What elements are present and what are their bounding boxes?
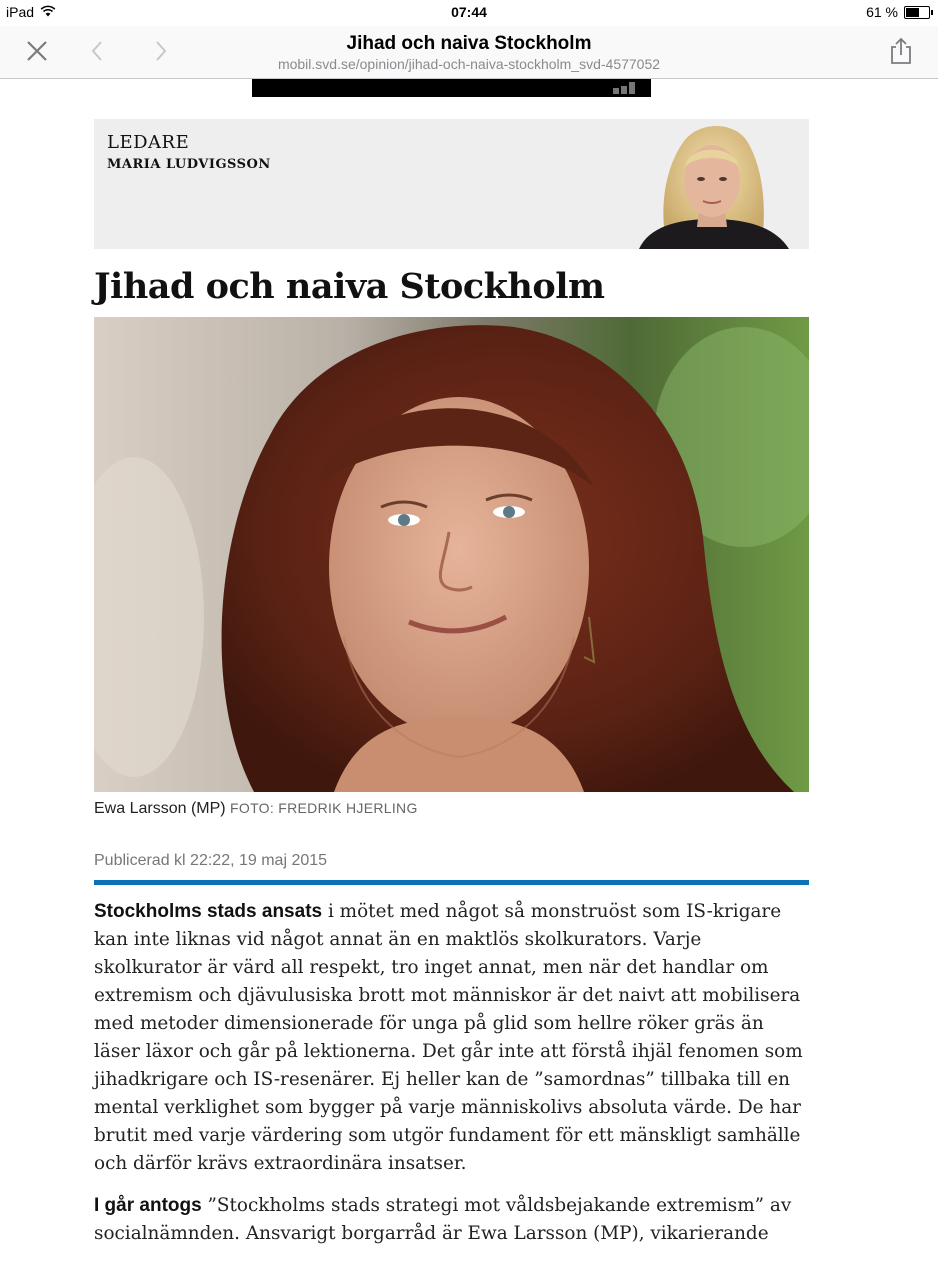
author-portrait xyxy=(629,119,795,249)
share-button[interactable] xyxy=(884,36,918,66)
page-title: Jihad och naiva Stockholm xyxy=(346,33,592,54)
article-headline: Jihad och naiva Stockholm xyxy=(94,266,605,307)
image-caption xyxy=(94,800,418,818)
paragraph-lead: Stockholms stads ansats xyxy=(94,901,323,922)
battery-fill xyxy=(906,8,919,17)
published-timestamp: Publicerad kl 22:22, 19 maj 2015 xyxy=(94,852,328,869)
ad-logo xyxy=(613,82,635,94)
paragraph-text: ”Stockholms stads strategi mot våldsbejakande extremism” av socialnämnden. Ansvarigt borgarråd är Ewa Larsson (MP), vikarierande xyxy=(94,1195,792,1244)
photo-credit: FOTO: FREDRIK HJERLING xyxy=(230,800,418,816)
article-hero-image[interactable] xyxy=(94,317,809,792)
status-right xyxy=(866,4,930,20)
column-author-name: MARIA LUDVIGSSON xyxy=(107,157,271,172)
article-paragraph xyxy=(94,1192,814,1248)
column-header[interactable] xyxy=(94,119,809,249)
paragraph-text: i mötet med något så monstruöst som IS-krigare kan inte liknas vid något annat än en maktlös skolkurators. Varje skolkurator är värd all respekt, tro inget annat, men när det handlar om extremism och djävulusiska brott mot människor är det naivt att mobilisera med metoder dimensionerade för unga på glid som hellre röker gräs än läser läxor och går på lektionerna. Det går inte att förstå ihjäl fenomen som jihadkrigare och IS-resenärer. Ej heller kan de ”samordnas” tillbaka till en mental verklighet som bygger på varje människolivs absoluta värde. De har brutit med varje värdering som utgör fundament för ett mänskligt samhälle och därför krävs extraordinära insatser. xyxy=(94,901,803,1174)
battery-percent: 61 % xyxy=(866,4,898,20)
caption-text: Ewa Larsson (MP) xyxy=(94,800,226,817)
status-bar xyxy=(0,0,938,26)
share-icon xyxy=(888,37,914,65)
article-paragraph xyxy=(94,898,814,1178)
device-label: iPad xyxy=(6,4,35,20)
browser-toolbar xyxy=(0,26,938,79)
article-body xyxy=(94,898,814,1262)
paragraph-lead: I går antogs xyxy=(94,1195,202,1216)
ad-banner[interactable] xyxy=(252,79,651,97)
battery-tip xyxy=(931,10,933,15)
section-divider xyxy=(94,880,809,885)
column-section-label: LEDARE xyxy=(107,132,190,153)
status-time: 07:44 xyxy=(451,4,487,20)
page-url[interactable]: mobil.svd.se/opinion/jihad-och-naiva-stockholm_svd-4577052 xyxy=(277,56,661,72)
battery-icon xyxy=(904,6,930,19)
